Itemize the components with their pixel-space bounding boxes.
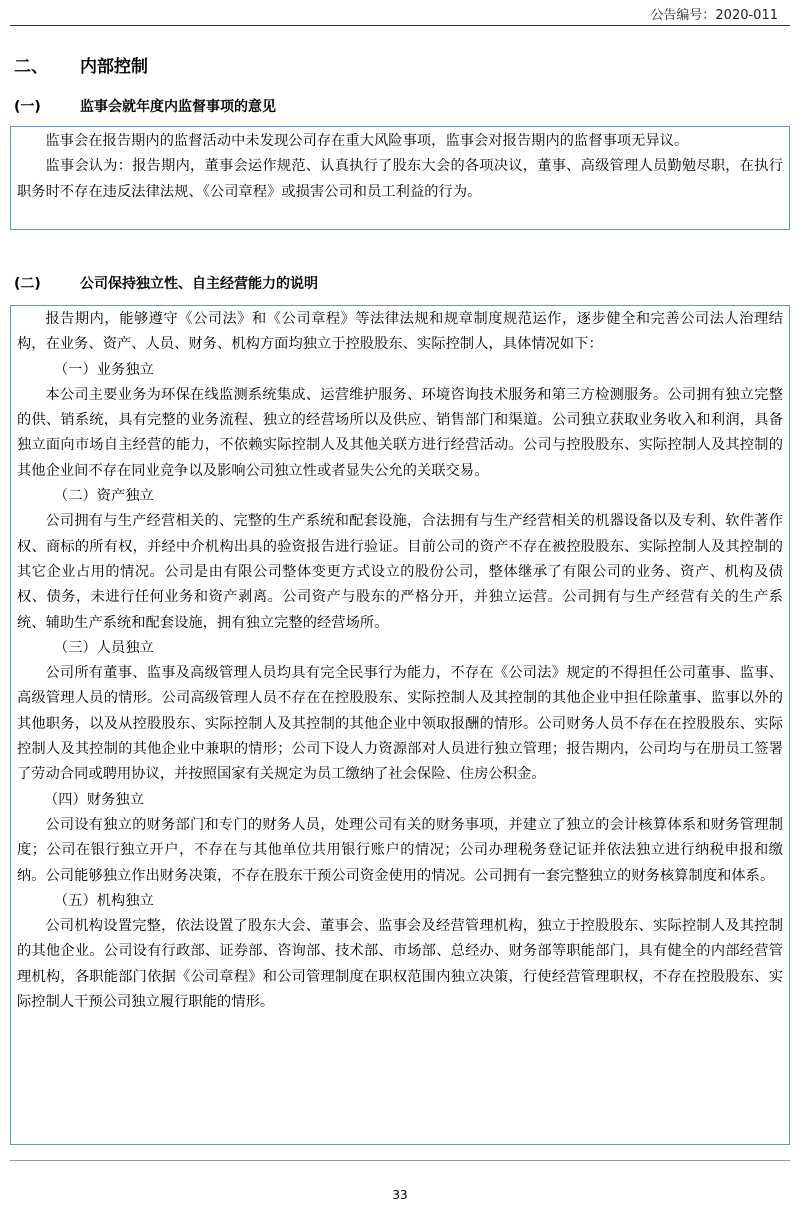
subsection2-number: (二) <box>14 276 41 292</box>
paragraph: 监事会在报告期内的监督活动中未发现公司存在重大风险事项，监事会对报告期内的监督事项无异议。 <box>45 133 689 149</box>
announcement-code: 公告编号：2020-011 <box>650 8 778 23</box>
independence-box <box>10 305 790 1145</box>
item-text-finance: 公司设有独立的财务部门和专门的财务人员，处理公司有关的财务事项，并建立了独立的会计核算体系和财务管理制度；公司在银行独立开户，不存在与其他单位共用银行账户的情况；公司办理税务登记证并依法独立进行纳税申报和缴纳。公司能够独立作出财务决策，不存在股东干预公司资金使用的情况。公司拥有一套完整独立的财务核算制度和体系。 <box>17 816 783 884</box>
item-heading-personnel: （三）人员独立 <box>53 639 154 656</box>
item-text-personnel: 公司所有董事、监事及高级管理人员均具有完全民事行为能力，不存在《公司法》规定的不得担任公司董事、监事、高级管理人员的情形。公司高级管理人员不存在在控股股东、实际控制人及其控制的其他企业中担任除董事、监事以外的其他职务，以及从控股股东、实际控制人及其控制的其他企业中领取报酬的情形。公司财务人员不存在在控股股东、实际控制人及其控制的其他企业中兼职的情形；公司下设人力资源部对人员进行独立管理；报告期内，公司均与在册员工签署了劳动合同或聘用协议，并按照国家有关规定为员工缴纳了社会保险、住房公积金。 <box>17 665 783 783</box>
subsection1-number: (一) <box>14 99 41 115</box>
section-heading <box>14 52 148 77</box>
item-text-assets: 公司拥有与生产经营相关的、完整的生产系统和配套设施，合法拥有与生产经营相关的机器设备以及专利、软件著作权、商标的所有权，并经中介机构出具的验资报告进行验证。目前公司的资产不存在被控股股东、实际控制人及其控制的其它企业占用的情况。公司是由有限公司整体变更方式设立的股份公司，整体继承了有限公司的业务、资产、机构及债权、债务，未进行任何业务和资产剥离。公司资产与股东的严格分开，并独立运营。公司拥有与生产经营有关的生产系统、辅助生产系统和配套设施，拥有独立完整的经营场所。 <box>17 513 783 631</box>
item-heading-business: （一）业务独立 <box>53 361 154 378</box>
item-heading-organization: （五）机构独立 <box>53 892 154 909</box>
item-heading-assets: （二）资产独立 <box>53 488 154 505</box>
subsection2-title: 公司保持独立性、自主经营能力的说明 <box>80 276 318 292</box>
paragraph: 监事会认为：报告期内，董事会运作规范、认真执行了股东大会的各项决议，董事、高级管理人员勤勉尽职，在执行职务时不存在违反法律法规、《公司章程》或损害公司和员工利益的行为。 <box>17 158 783 200</box>
intro-paragraph: 报告期内，能够遵守《公司法》和《公司章程》等法律法规和规章制度规范运作，逐步健全和完善公司法人治理结构，在业务、资产、人员、财务、机构方面均独立于控股股东、实际控制人，具体情况如下： <box>17 311 783 353</box>
header-divider <box>10 25 790 26</box>
supervisory-opinion-box <box>10 126 790 230</box>
subsection1-title: 监事会就年度内监督事项的意见 <box>80 99 276 115</box>
subsection2-heading <box>14 273 318 293</box>
item-text-organization: 公司机构设置完整，依法设置了股东大会、董事会、监事会及经营管理机构，独立于控股股东、实际控制人及其控制的其他企业。公司设有行政部、证券部、咨询部、技术部、市场部、总经办、财务部等职能部门，具有健全的内部经营管理机构，各职能部门依据《公司章程》和公司管理制度在职权范围内独立决策，行使经营管理职权，不存在控股股东、实际控制人干预公司独立履行职能的情形。 <box>17 918 783 1011</box>
section-title: 内部控制 <box>80 57 148 77</box>
footer-divider <box>10 1160 790 1161</box>
page-number: 33 <box>392 1188 408 1202</box>
item-heading-finance: （四）财务独立 <box>43 791 144 808</box>
item-text-business: 本公司主要业务为环保在线监测系统集成、运营维护服务、环境咨询技术服务和第三方检测服务。公司拥有独立完整的供、销系统，具有完整的业务流程、独立的经营场所以及供应、销售部门和渠道。公司独立获取业务收入和利润，具备独立面向市场自主经营的能力，不依赖实际控制人及其他关联方进行经营活动。公司与控股股东、实际控制人及其控制的其他企业间不存在同业竞争以及影响公司独立性或者显失公允的关联交易。 <box>17 386 783 479</box>
subsection1-heading <box>14 96 276 116</box>
section-number: 二、 <box>14 57 48 77</box>
